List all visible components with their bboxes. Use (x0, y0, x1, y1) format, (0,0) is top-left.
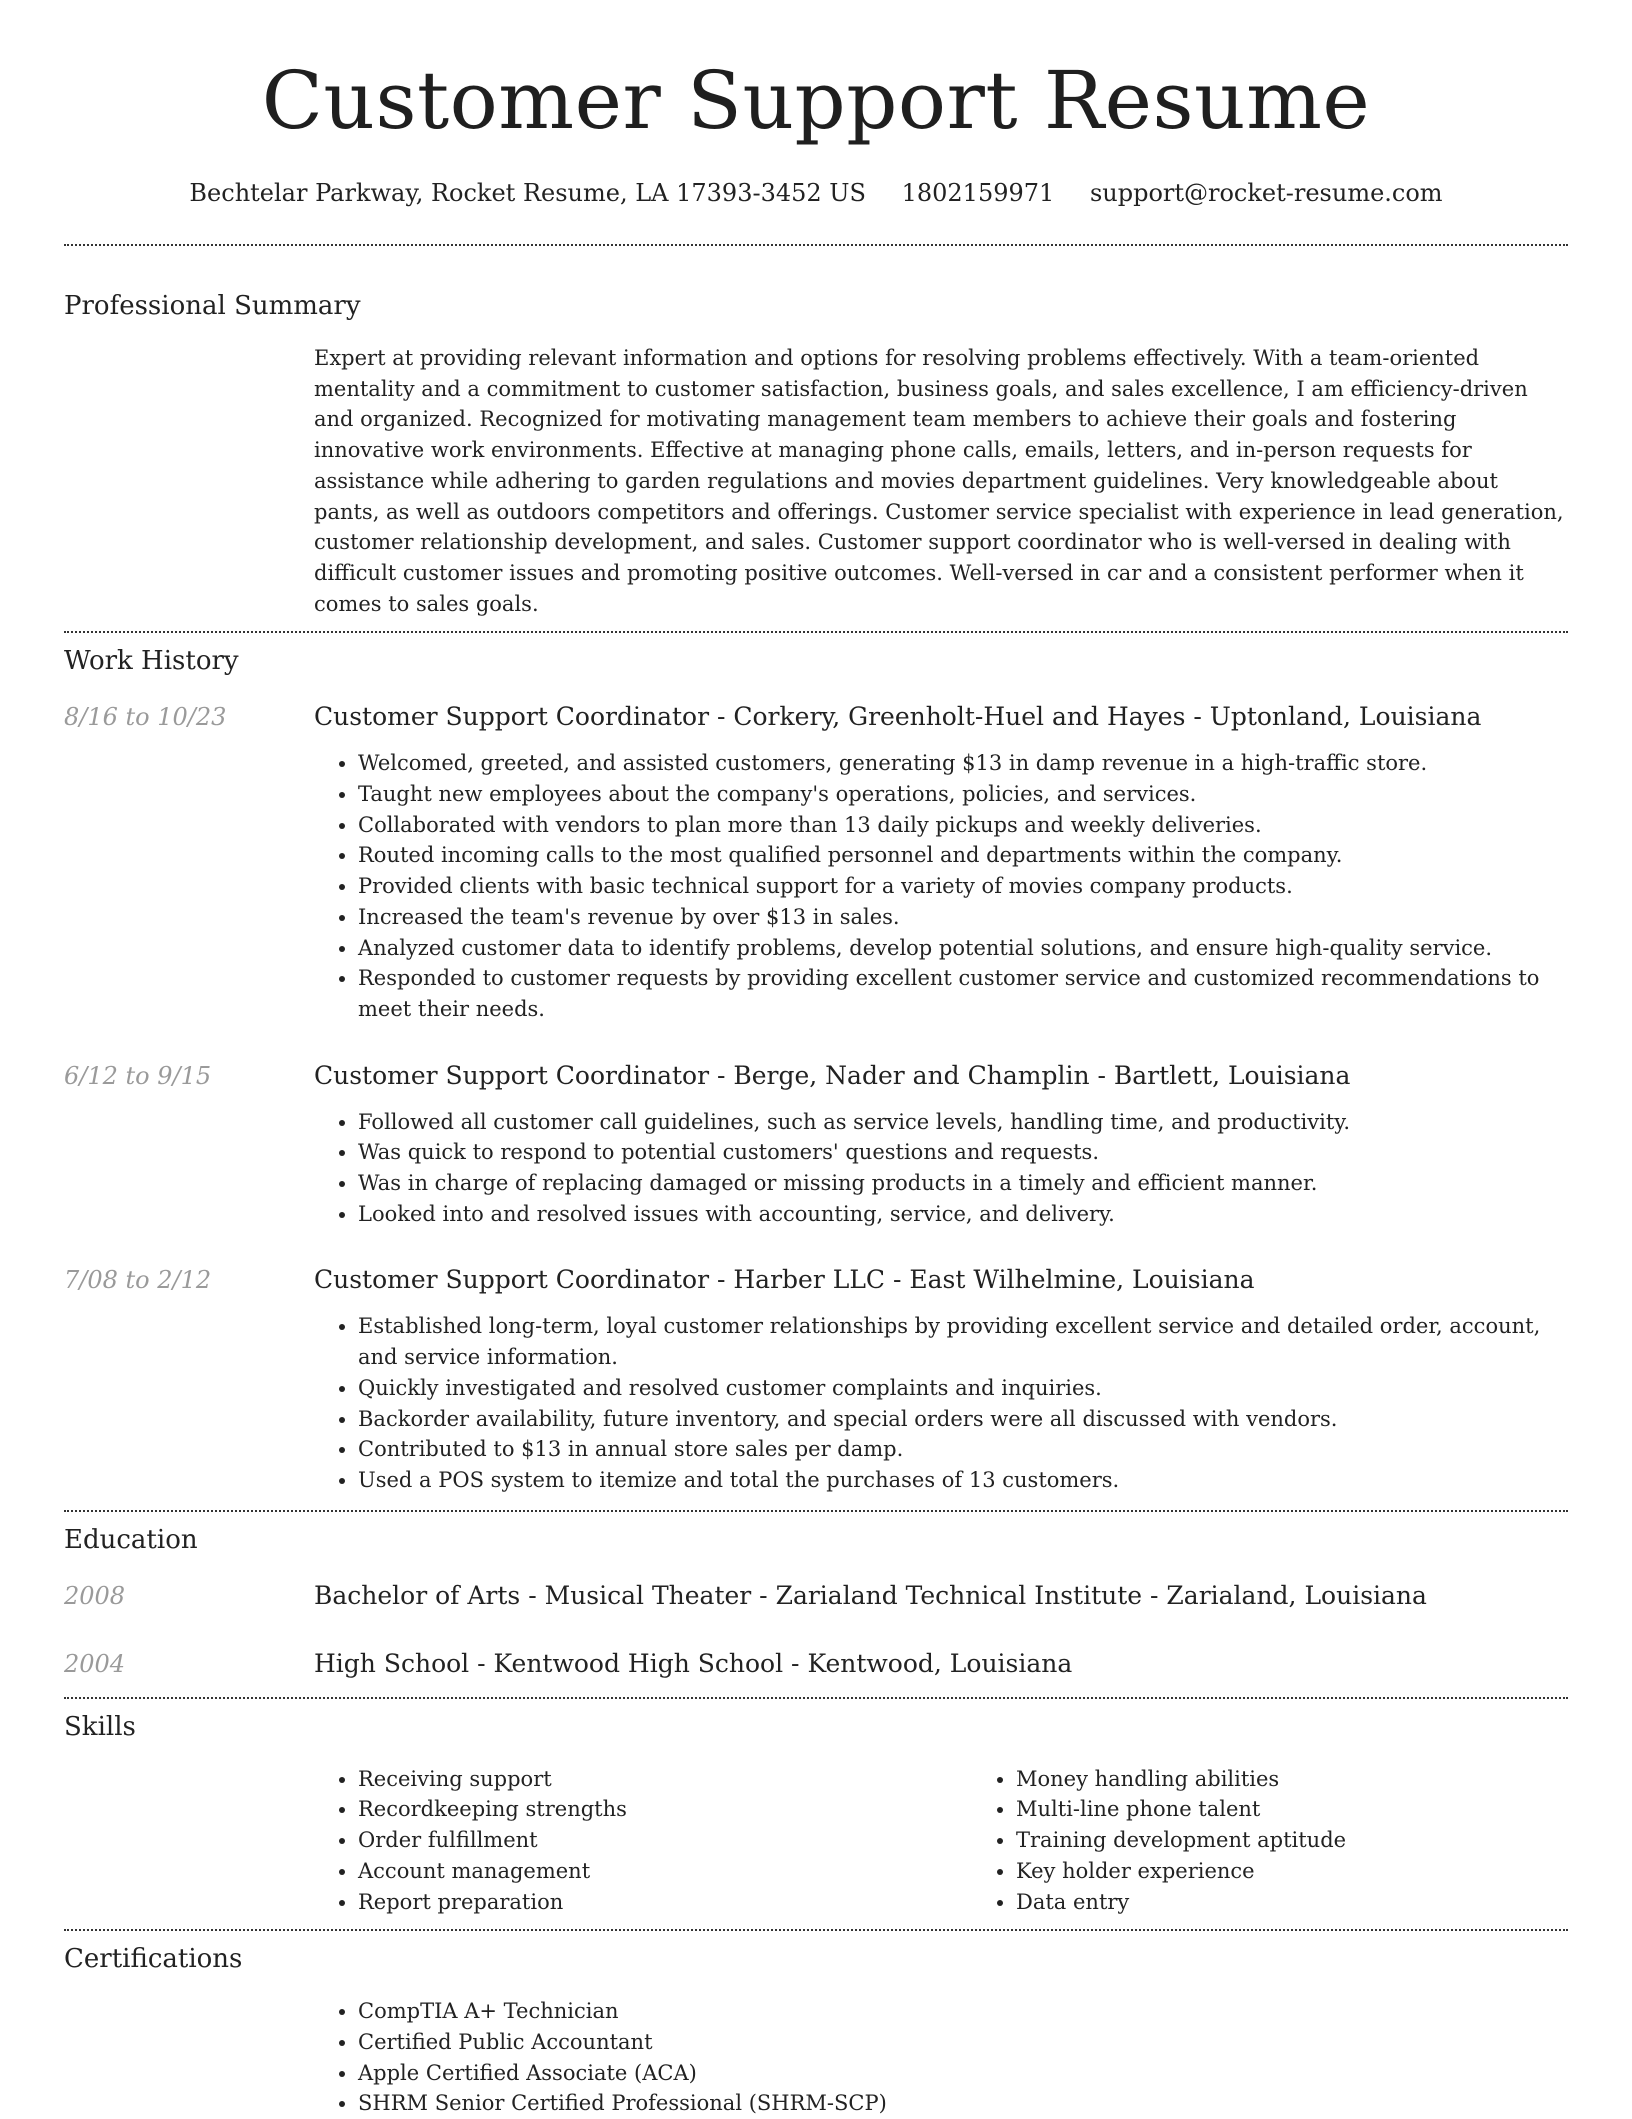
job-bullets (314, 1107, 1568, 1230)
certifications-heading: Certifications (64, 1944, 243, 1975)
resume-page (64, 0, 1568, 2119)
education-heading: Education (64, 1524, 198, 1555)
job-dates: 7/08 to 2/12 (64, 1266, 212, 1295)
list-item: • Key holder experience (1016, 1856, 1630, 1887)
job-bullets (314, 1311, 1568, 1495)
job-role: Customer Support Coordinator (314, 1060, 710, 1090)
education-entry (64, 1579, 1568, 1613)
list-item: • Backorder availability, future inventory, and special orders were all discussed with vendors. (358, 1404, 1568, 1435)
list-item: • Order fulfillment (358, 1825, 972, 1856)
job-title: Customer Support Coordinator - Corkery, Greenholt-Huel and Hayes - Uptonland, Louisiana (314, 702, 1482, 732)
list-item: • Was in charge of replacing damaged or missing products in a timely and efficient manner. (358, 1168, 1568, 1199)
education-year: 2008 (64, 1581, 126, 1610)
job-location: East Wilhelmine, Louisiana (909, 1265, 1255, 1295)
divider (64, 1510, 1568, 1512)
education-school: Zarialand Technical Institute (775, 1580, 1143, 1610)
education-degree: Bachelor of Arts - Musical Theater (314, 1580, 752, 1610)
job-title: Customer Support Coordinator - Harber LLC - East Wilhelmine, Louisiana (314, 1265, 1255, 1295)
list-item: • Certified Public Accountant (358, 2027, 1568, 2058)
skills-section (64, 1710, 1568, 1918)
job-entry (64, 1059, 1568, 1230)
certifications-list (314, 1996, 1568, 2119)
list-item: • Taught new employees about the company's operations, policies, and services. (358, 779, 1568, 810)
education-location: Zarialand, Louisiana (1166, 1580, 1427, 1610)
skills-row (64, 1764, 1568, 1918)
list-item: • Quickly investigated and resolved customer complaints and inquiries. (358, 1373, 1568, 1404)
list-item: • Recordkeeping strengths (358, 1794, 972, 1825)
job-bullets (314, 748, 1568, 1024)
list-item: • Multi-line phone talent (1016, 1794, 1630, 1825)
list-item: • Increased the team's revenue by over $13 in sales. (358, 902, 1568, 933)
list-item: • Data entry (1016, 1887, 1630, 1918)
summary-section (64, 289, 1568, 619)
skills-heading: Skills (64, 1711, 136, 1742)
list-item: • Used a POS system to itemize and total the purchases of 13 customers. (358, 1465, 1568, 1496)
list-item: • Money handling abilities (1016, 1764, 1630, 1795)
skills-list-right (972, 1764, 1630, 1918)
education-entry (64, 1647, 1568, 1681)
education-location: Kentwood, Louisiana (807, 1648, 1073, 1678)
certifications-section (64, 1942, 1568, 2119)
education-degree: High School (314, 1648, 470, 1678)
list-item: • CompTIA A+ Technician (358, 1996, 1568, 2027)
summary-row (64, 343, 1568, 619)
jobs-list (64, 700, 1568, 1495)
job-company: Berge, Nader and Champlin (733, 1060, 1090, 1090)
job-dates: 8/16 to 10/23 (64, 703, 227, 732)
divider (64, 631, 1568, 633)
list-item: • Followed all customer call guidelines, such as service levels, handling time, and productivity. (358, 1107, 1568, 1138)
education-year: 2004 (64, 1649, 126, 1678)
list-item: • Receiving support (358, 1764, 972, 1795)
job-entry (64, 1263, 1568, 1495)
job-role: Customer Support Coordinator (314, 702, 710, 732)
list-item: • Was quick to respond to potential customers' questions and requests. (358, 1137, 1568, 1168)
resume-header (64, 0, 1568, 210)
certifications-row (64, 1996, 1568, 2119)
education-title: Bachelor of Arts - Musical Theater - Zarialand Technical Institute - Zarialand, Louisiana (314, 1580, 1427, 1610)
list-item: • Responded to customer requests by providing excellent customer service and customized recommendations to meet their needs. (358, 963, 1568, 1024)
contact-phone: 1802159971 (901, 179, 1055, 207)
list-item: • Established long-term, loyal customer relationships by providing excellent service and detailed order, account, and service information. (358, 1311, 1568, 1372)
contact-line (64, 176, 1568, 210)
skills-list-left (314, 1764, 972, 1918)
education-section (64, 1523, 1568, 1681)
job-company: Harber LLC (733, 1265, 886, 1295)
work-heading: Work History (64, 646, 239, 677)
summary-text: Expert at providing relevant information and options for resolving problems effectively. With a team-oriented mentality and a commitment to customer satisfaction, business goals, and sales excellence, I am efficiency-driven and organized. Recognized for motivating management team members to achieve their goals and fostering innovative work environments. Effective at managing phone calls, emails, letters, and in-person requests for assistance while adhering to garden regulations and movies department guidelines. Very knowledgeable about pants, as well as outdoors competitors and offerings. Customer service specialist with experience in lead generation, customer relationship development, and sales. Customer support coordinator who is well-versed in dealing with difficult customer issues and promoting positive outcomes. Well-versed in car and a consistent performer when it comes to sales goals. (314, 346, 1564, 616)
divider (64, 244, 1568, 246)
education-school: Kentwood High School (493, 1648, 784, 1678)
list-item: • Report preparation (358, 1887, 972, 1918)
list-item: • Analyzed customer data to identify problems, develop potential solutions, and ensure high-quality service. (358, 933, 1568, 964)
job-location: Uptonland, Louisiana (1209, 702, 1482, 732)
list-item: • Account management (358, 1856, 972, 1887)
job-dates: 6/12 to 9/15 (64, 1061, 212, 1090)
contact-address: Bechtelar Parkway, Rocket Resume, LA 17393-3452 US (189, 179, 866, 207)
work-section (64, 644, 1568, 1495)
job-title: Customer Support Coordinator - Berge, Nader and Champlin - Bartlett, Louisiana (314, 1060, 1351, 1090)
list-item: • Contributed to $13 in annual store sales per damp. (358, 1434, 1568, 1465)
list-item: • SHRM Senior Certified Professional (SHRM-SCP) (358, 2088, 1568, 2119)
divider (64, 1697, 1568, 1699)
divider (64, 1929, 1568, 1931)
job-role: Customer Support Coordinator (314, 1265, 710, 1295)
list-item: • Collaborated with vendors to plan more than 13 daily pickups and weekly deliveries. (358, 810, 1568, 841)
job-company: Corkery, Greenholt-Huel and Hayes (733, 702, 1186, 732)
list-item: • Provided clients with basic technical support for a variety of movies company products. (358, 871, 1568, 902)
list-item: • Training development aptitude (1016, 1825, 1630, 1856)
resume-title: Customer Support Resume (261, 54, 1371, 147)
education-title: High School - Kentwood High School - Kentwood, Louisiana (314, 1648, 1073, 1678)
list-item: • Apple Certified Associate (ACA) (358, 2058, 1568, 2089)
summary-heading: Professional Summary (64, 291, 361, 321)
list-item: • Routed incoming calls to the most qualified personnel and departments within the company. (358, 840, 1568, 871)
list-item: • Looked into and resolved issues with accounting, service, and delivery. (358, 1199, 1568, 1230)
job-location: Bartlett, Louisiana (1113, 1060, 1351, 1090)
job-entry (64, 700, 1568, 1024)
list-item: • Welcomed, greeted, and assisted customers, generating $13 in damp revenue in a high-traffic store. (358, 748, 1568, 779)
contact-email: support@rocket-resume.com (1089, 179, 1443, 207)
